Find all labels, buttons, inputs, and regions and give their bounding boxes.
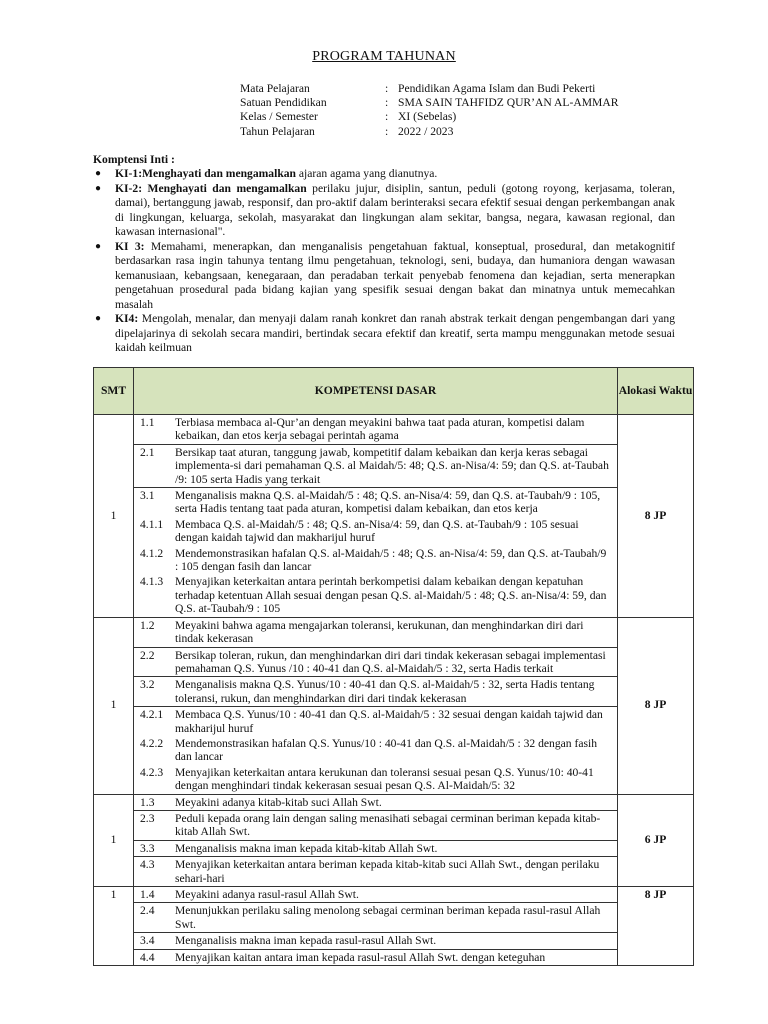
meta-colon: : (385, 96, 389, 110)
meta-colon: : (385, 110, 389, 124)
kd-cell (134, 617, 618, 647)
meta-label: Tahun Pelajaran (240, 124, 315, 138)
meta-label: Kelas / Semester (240, 110, 318, 124)
table-row (94, 415, 694, 445)
kd-text: Bersikap toleran, rukun, dan menghindarkan diri dari tindak kekerasan sebagai implementasi pemahaman Q.S. Yunus /10 : 40-41 dan Q.S. al-Maidah/5 : 32, serta Hadis terkait (175, 648, 606, 675)
smt-cell: 1 (94, 887, 134, 966)
kd-text: Membaca Q.S. al-Maidah/5 : 48; Q.S. an-Nisa/4: 59, dan Q.S. at-Taubah/9 : 105 sesuai dengan kaidah tajwid dan makharijul huruf (175, 517, 579, 545)
kd-text: Menyajikan keterkaitan antara kerukunan dan toleransi sesuai pesan Q.S. Yunus/10: 40-41 dengan menghindari tindak kekerasan sesuai pesan Q.S. Al-Maidah/5: 32 (175, 765, 594, 793)
bullet-icon: ● (95, 168, 102, 179)
meta-value: SMA SAIN TAHFIDZ QUR’AN AL-AMMAR (398, 96, 619, 110)
kd-number: 1.1 (140, 416, 155, 429)
kd-cell (134, 887, 618, 903)
kd-number: 4.3 (140, 858, 155, 872)
ki-item (93, 312, 675, 356)
meta-row (240, 82, 710, 96)
kd-item (134, 736, 617, 765)
kd-cell (134, 810, 618, 840)
meta-colon: : (385, 82, 389, 95)
table-row (94, 887, 694, 903)
kd-item (134, 415, 617, 444)
kd-item (134, 933, 617, 948)
kd-cell (134, 857, 618, 887)
kd-item (134, 546, 617, 575)
kd-item (134, 903, 617, 932)
kd-text: Terbiasa membaca al-Qur’an dengan meyakini bahwa taat pada aturan, kompetisi dalam kebaikan, dan etos kerja sebagai perintah agama (175, 416, 585, 443)
kd-item (134, 648, 617, 677)
ki-label: KI4: (115, 312, 139, 325)
kd-text: Meyakini bahwa agama mengajarkan toleransi, kerukunan, dan menghindarkan diri dari tindak kekerasan (175, 618, 584, 646)
ki-label: KI 3: (115, 239, 145, 253)
table-row (94, 840, 694, 856)
kompetensi-inti-section (93, 153, 675, 356)
table-row (94, 647, 694, 677)
kd-number: 1.2 (140, 618, 155, 632)
kd-text: Bersikap taat aturan, tanggung jawab, kompetitif dalam kebaikan dan kerja keras sebagai implementa-si dari pemahaman Q.S. al Maidah/5: 48; Q.S. an-Nisa/4: 59; dan Q.S. at-Taubah /9: 105 serta Hadis yang terkait (175, 445, 609, 486)
kd-text: Menyajikan keterkaitan antara perintah berkompetisi dalam kebaikan dengan kepatuhan terhadap ketentuan Allah sesuai dengan pesan Q.S. al-Maidah/5 : 48; Q.S. an-Nisa/4: 59, dan Q.S. at-Taubah/9 : 105 (175, 575, 607, 616)
kd-number: 1.3 (140, 795, 155, 809)
kd-number: 2.3 (140, 811, 155, 825)
kd-number: 2.4 (140, 904, 155, 918)
kd-text: Menganalisis makna Q.S. Yunus/10 : 40-41 dan Q.S. al-Maidah/5 : 32, serta Hadis tentang toleransi, rukun, dan menghindarkan diri dari tindak kekerasan (175, 678, 595, 705)
bullet-icon: ● (95, 313, 102, 324)
table-row (94, 949, 694, 965)
kd-cell (134, 415, 618, 445)
alokasi-waktu-cell: 6 JP (618, 794, 694, 886)
kd-number: 4.2.2 (140, 736, 164, 750)
ki-list (93, 167, 675, 356)
table-row (94, 488, 694, 618)
kd-number: 2.2 (140, 648, 155, 662)
table-row (94, 707, 694, 794)
kd-item (134, 887, 617, 902)
kd-text: Menganalisis makna iman kepada rasul-rasul Allah Swt. (175, 934, 437, 948)
ki-text: perilaku jujur, disiplin, santun, peduli (gotong royong, kerjasama, toleran, damai), bertanggung jawab, responsif, dan pro-aktif dalam berinteraksi secara efektif sesuai dengan perkembangan anak di lingkungan, keluarga, sekolah, masyarakat dan lingkungan alam sekitar, bangsa, negara, kawasan regional, dan kawasan internasional". (115, 181, 675, 238)
kd-item (134, 618, 617, 647)
table-row (94, 617, 694, 647)
kd-number: 4.2.3 (140, 765, 164, 779)
ki-text: ajaran agama yang dianutnya. (296, 167, 438, 180)
kd-number: 3.2 (140, 678, 155, 692)
meta-value: XI (Sebelas) (398, 110, 457, 124)
alokasi-waktu-cell: 8 JP (618, 617, 694, 794)
ki-item (93, 182, 675, 240)
kd-text: Meyakini adanya kitab-kitab suci Allah Swt. (175, 795, 382, 809)
kd-item (134, 707, 617, 736)
kd-number: 4.4 (140, 950, 155, 964)
table-header-row (94, 368, 694, 415)
table-body (94, 415, 694, 966)
kd-number: 4.1.1 (140, 517, 164, 531)
kd-item (134, 795, 617, 810)
kd-cell (134, 933, 618, 949)
meta-label: Satuan Pendidikan (240, 96, 327, 110)
kd-number: 3.4 (140, 934, 155, 948)
ki-label: KI-1:Menghayati dan mengamalkan (115, 167, 297, 180)
kd-text: Mendemonstrasikan hafalan Q.S. Yunus/10 : 40-41 dan Q.S. al-Maidah/5 : 32 dengan fasih dan lancar (175, 736, 598, 764)
kd-number: 4.1.3 (140, 575, 164, 589)
alokasi-waktu-cell: 8 JP (618, 887, 694, 966)
kd-cell (134, 949, 618, 965)
ki-label: KI-2: Menghayati dan mengamalkan (115, 181, 307, 195)
header-smt: SMT (94, 368, 134, 415)
kd-number: 1.4 (140, 888, 155, 901)
kd-text: Membaca Q.S. Yunus/10 : 40-41 dan Q.S. al-Maidah/5 : 32 sesuai dengan kaidah tajwid dan makharijul huruf (175, 708, 603, 735)
table-row (94, 677, 694, 707)
meta-row (240, 96, 710, 110)
table-row (94, 933, 694, 949)
kd-cell (134, 647, 618, 677)
smt-cell: 1 (94, 794, 134, 886)
kd-item (134, 445, 617, 487)
kd-item (134, 677, 617, 706)
meta-row (240, 110, 710, 124)
kd-number: 3.1 (140, 489, 155, 503)
kd-text: Peduli kepada orang lain dengan saling menasihati sebagai cerminan beriman kepada kitab-kitab Allah Swt. (175, 811, 601, 839)
meta-row (240, 125, 710, 139)
table-row (94, 857, 694, 887)
kd-cell (134, 444, 618, 487)
kd-number: 3.3 (140, 841, 155, 855)
ki-item (93, 167, 675, 182)
smt-cell: 1 (94, 415, 134, 618)
kd-item (134, 811, 617, 840)
ki-heading: Komptensi Inti : (93, 153, 175, 166)
kd-cell (134, 794, 618, 810)
kd-item (134, 488, 617, 517)
table-row (94, 444, 694, 487)
kd-cell (134, 488, 618, 618)
kd-cell (134, 677, 618, 707)
table-row (94, 903, 694, 933)
kompetensi-dasar-table (93, 367, 694, 966)
header-kompetensi-dasar: KOMPETENSI DASAR (134, 368, 618, 415)
kd-cell (134, 903, 618, 933)
kd-number: 4.2.1 (140, 708, 164, 722)
kd-text: Menyajikan kaitan antara iman kepada rasul-rasul Allah Swt. dengan keteguhan (175, 950, 546, 964)
kd-item (134, 574, 617, 616)
meta-label: Mata Pelajaran (240, 82, 310, 95)
table-row (94, 794, 694, 810)
header-alokasi-waktu: Alokasi Waktu (618, 368, 694, 415)
kd-text: Mendemonstrasikan hafalan Q.S. al-Maidah/5 : 48; Q.S. an-Nisa/4: 59, dan Q.S. at-Taubah/9 : 105 dengan fasih dan lancar (175, 546, 607, 574)
kd-text: Meyakini adanya rasul-rasul Allah Swt. (175, 888, 359, 901)
ki-text: Memahami, menerapkan, dan menganalisis pengetahuan faktual, konseptual, prosedural, dan metakognitif berdasarkan rasa ingin tahunya tentang ilmu pengetahuan, teknologi, seni, budaya, dan humaniora dengan wawasan kemanusiaan, kebangsaan, kenegaraan, dan peradaban terkait penyebab fenomena dan kejadian, serta menerapkan pengetahuan prosedural pada bidang kajian yang spesifik sesuai dengan bakat dan minatnya untuk memecahkan masalah (115, 239, 675, 311)
kd-item (134, 857, 617, 886)
kd-item (134, 517, 617, 546)
ki-text: Mengolah, menalar, dan menyaji dalam ranah konkret dan ranah abstrak terkait dengan pengembangan dari yang dipelajarinya di sekolah secara mandiri, bertindak secara efektif dan kreatif, serta mampu menggunakan metode sesuai kaidah keilmuan (115, 312, 675, 354)
meta-value: 2022 / 2023 (398, 124, 454, 138)
kd-text: Menunjukkan perilaku saling menolong sebagai cerminan beriman kepada rasul-rasul Allah Swt. (175, 904, 601, 931)
kd-text: Menyajikan keterkaitan antara beriman kepada kitab-kitab suci Allah Swt., dengan perilaku sehari-hari (175, 858, 600, 885)
bullet-icon: ● (95, 240, 102, 252)
alokasi-waktu-cell: 8 JP (618, 415, 694, 618)
kd-cell (134, 840, 618, 856)
meta-colon: : (385, 124, 389, 138)
kd-item (134, 950, 617, 965)
kd-text: Menganalisis makna Q.S. al-Maidah/5 : 48; Q.S. an-Nisa/4: 59, dan Q.S. at-Taubah/9 : 105, serta Hadis tentang taat pada aturan, kompetisi dalam kebaikan, dan etos kerja (175, 489, 601, 516)
kd-item (134, 841, 617, 856)
bullet-icon: ● (95, 182, 102, 194)
kd-number: 4.1.2 (140, 546, 164, 560)
kd-text: Menganalisis makna iman kepada kitab-kitab Allah Swt. (175, 841, 438, 855)
meta-value: Pendidikan Agama Islam dan Budi Pekerti (398, 82, 596, 95)
kd-number: 2.1 (140, 445, 155, 459)
ki-item (93, 240, 675, 313)
table-row (94, 810, 694, 840)
smt-cell: 1 (94, 617, 134, 794)
identity-block (240, 82, 710, 139)
kd-item (134, 765, 617, 794)
kd-cell (134, 707, 618, 794)
page-title: PROGRAM TAHUNAN (312, 49, 456, 64)
